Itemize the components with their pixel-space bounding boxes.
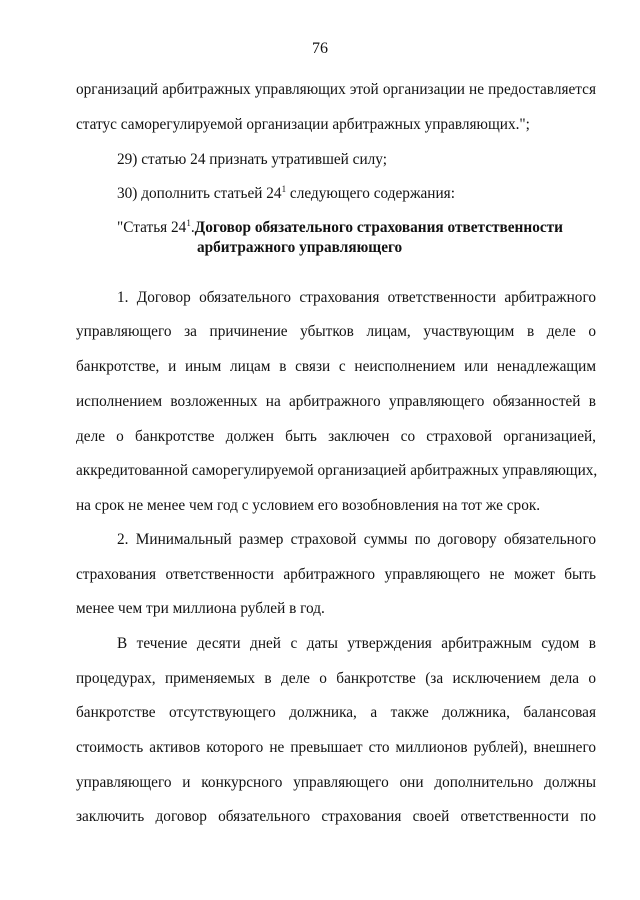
paragraph-1-line: 1. Договор обязательного страхования ответственности арбитражного: [117, 289, 596, 306]
article-title-line-1: Договор обязательного страхования ответственности: [194, 219, 563, 236]
text-fragment: 30) дополнить статьей 24: [117, 185, 282, 202]
paragraph-3-line: управляющего и конкурсного управляющего они дополнительно должны: [76, 774, 596, 791]
text-line: [117, 184, 637, 204]
paragraph-1-line: исполнением возложенных на арбитражного управляющего обязанностей в: [76, 393, 596, 410]
page-number: 76: [312, 40, 328, 57]
paragraph-1-line: аккредитованной саморегулируемой организацией арбитражных управляющих,: [76, 462, 598, 479]
paragraph-2-line: 2. Минимальный размер страховой суммы по договору обязательного: [117, 531, 596, 548]
text-fragment: .: [190, 219, 195, 236]
article-heading: [117, 218, 597, 256]
superscript: 1: [281, 184, 287, 194]
paragraph-3-line: В течение десяти дней с даты утверждения арбитражным судом в: [117, 635, 596, 652]
superscript: 1: [186, 218, 191, 228]
article-title-line-2: арбитражного управляющего: [197, 239, 403, 256]
paragraph-3-line: заключить договор обязательного страхования своей ответственности по: [76, 808, 596, 825]
text-fragment: следующего содержания:: [286, 185, 455, 202]
paragraph-3-line: банкротстве отсутствующего должника, а также должника, балансовая: [76, 704, 596, 721]
text-line: статус саморегулируемой организации арбитражных управляющих.";: [76, 116, 530, 133]
paragraph-1-line: управляющего за причинение убытков лицам, участвующим в деле о: [76, 323, 596, 340]
paragraph-1-line: на срок не менее чем год с условием его возобновления на тот же срок.: [76, 497, 541, 514]
paragraph-2-line: менее чем три миллиона рублей в год.: [76, 600, 325, 617]
paragraph-1-line: банкротстве, и иным лицам в связи с неисполнением или ненадлежащим: [76, 358, 596, 375]
paragraph-1-line: деле о банкротстве должен быть заключен со страховой организацией,: [76, 428, 596, 445]
article-prefix: [117, 218, 195, 238]
text-line: 29) статью 24 признать утратившей силу;: [117, 151, 387, 168]
paragraph-2-line: страхования ответственности арбитражного управляющего не может быть: [76, 566, 596, 583]
text-line: организаций арбитражных управляющих этой организации не предоставляется: [76, 81, 596, 98]
text-fragment: "Статья 24: [117, 219, 187, 236]
paragraph-3-line: процедурах, применяемых в деле о банкротстве (за исключением дела о: [76, 670, 596, 687]
paragraph-3-line: стоимость активов которого не превышает сто миллионов рублей), внешнего: [76, 739, 596, 756]
